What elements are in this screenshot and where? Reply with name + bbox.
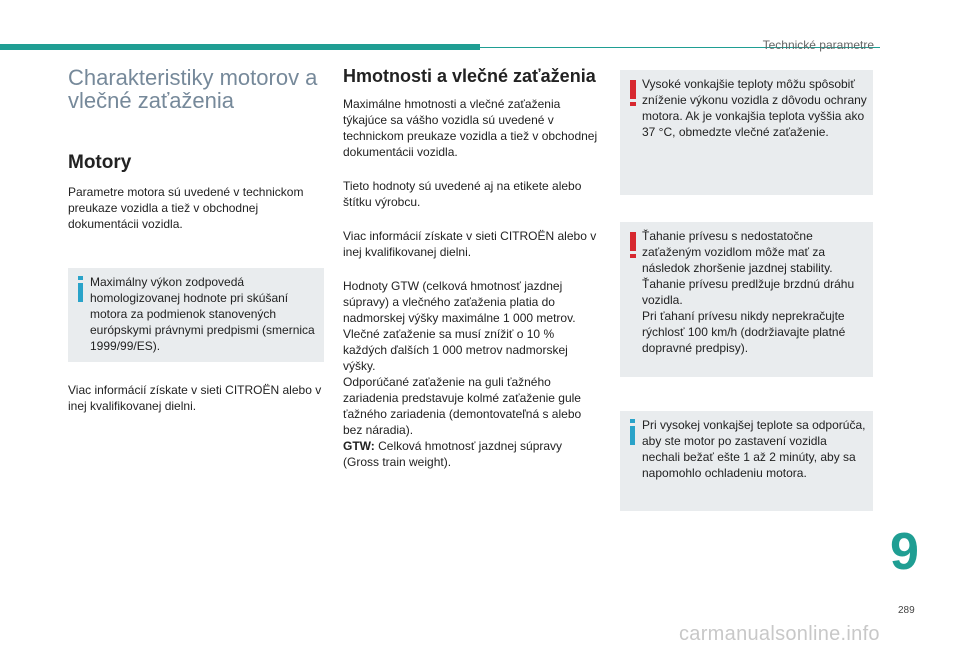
weights-p4a: Hodnoty GTW (celková hmotnosť jazdnej súpravy) a vlečného zaťaženia platia do nadmorskej výšky maximálne 1 000 metrov. (343, 279, 576, 325)
info-box-cooling (620, 411, 873, 511)
section-title: Technické parametre (762, 38, 874, 52)
chapter-number: 9 (890, 523, 919, 581)
weights-p1: Maximálne hmotnosti a vlečné zaťaženia týkajúce sa vášho vozidla sú uvedené v technickom preukaze vozidla a tiež v obchodnej dokumentácii vozidla. (343, 97, 598, 159)
watermark: carmanualsonline.info (679, 623, 880, 645)
weights-p4b: Vlečné zaťaženie sa musí znížiť o 10 % každých ďalších 1 000 metrov nadmorskej výšky. (343, 327, 568, 373)
header-accent-bar (0, 44, 480, 50)
warning-box-trailer (620, 222, 873, 377)
page-title: Charakteristiky motorov a vlečné zaťaženia (68, 65, 318, 113)
warning-trailer-text-a: Ťahanie prívesu s nedostatočne zaťaženým vozidlom môže mať za následok zhoršenie jazdnej stability. (642, 229, 833, 275)
info-icon (630, 419, 635, 445)
page-number: 289 (898, 605, 915, 616)
engines-intro: Parametre motora sú uvedené v technickom preukaze vozidla a tiež v obchodnej dokumentácii vozidla. (68, 185, 304, 231)
weights-gtw (343, 438, 601, 470)
warning-trailer-text-b: Ťahanie prívesu predlžuje brzdnú dráhu vozidla. (642, 277, 855, 307)
weights-p3: Viac informácií získate v sieti CITROËN alebo v inej kvalifikovanej dielni. (343, 229, 597, 259)
weights-p2: Tieto hodnoty sú uvedené aj na etikete alebo štítku výrobcu. (343, 179, 582, 209)
gtw-text: Celková hmotnosť jazdnej súpravy (Gross train weight). (343, 439, 563, 469)
column-engines (68, 66, 324, 414)
warning-trailer-text-c: Pri ťahaní prívesu nikdy neprekračujte rýchlosť 100 km/h (dodržiavajte platné dopravné predpisy). (642, 309, 846, 355)
column-weights (343, 66, 601, 470)
heading-motory: Motory (68, 152, 132, 173)
heading-weights: Hmotnosti a vlečné zaťaženia (343, 66, 596, 86)
gtw-label: GTW: (343, 439, 375, 453)
engines-outro: Viac informácií získate v sieti CITROËN alebo v inej kvalifikovanej dielni. (68, 383, 322, 413)
column-notes (620, 70, 873, 511)
weights-p4c: Odporúčané zaťaženie na guli ťažného zariadenia predstavuje kolmé zaťaženie gule ťažného zariadenia (demontovateľná s alebo bez náradia). (343, 375, 582, 437)
warning-icon (630, 80, 636, 106)
info-icon (78, 276, 83, 302)
warning-temperature-text: Vysoké vonkajšie teploty môžu spôsobiť zníženie výkonu vozidla z dôvodu ochrany motora. Ak je vonkajšia teplota vyššia ako 37 °C, obmedzte vlečné zaťaženie. (642, 77, 867, 139)
info-box-power (68, 268, 324, 362)
warning-icon (630, 232, 636, 258)
info-cooling-text: Pri vysokej vonkajšej teplote sa odporúča, aby ste motor po zastavení vozidla nechali bežať ešte 1 až 2 minúty, aby sa napomohlo ochladeniu motora. (642, 418, 866, 480)
warning-box-temperature (620, 70, 873, 195)
info-box-power-text: Maximálny výkon zodpovedá homologizovanej hodnote pri skúšaní motora za podmienok stanovených európskymi právnymi predpismi (smernica 1999/99/ES). (90, 275, 315, 353)
